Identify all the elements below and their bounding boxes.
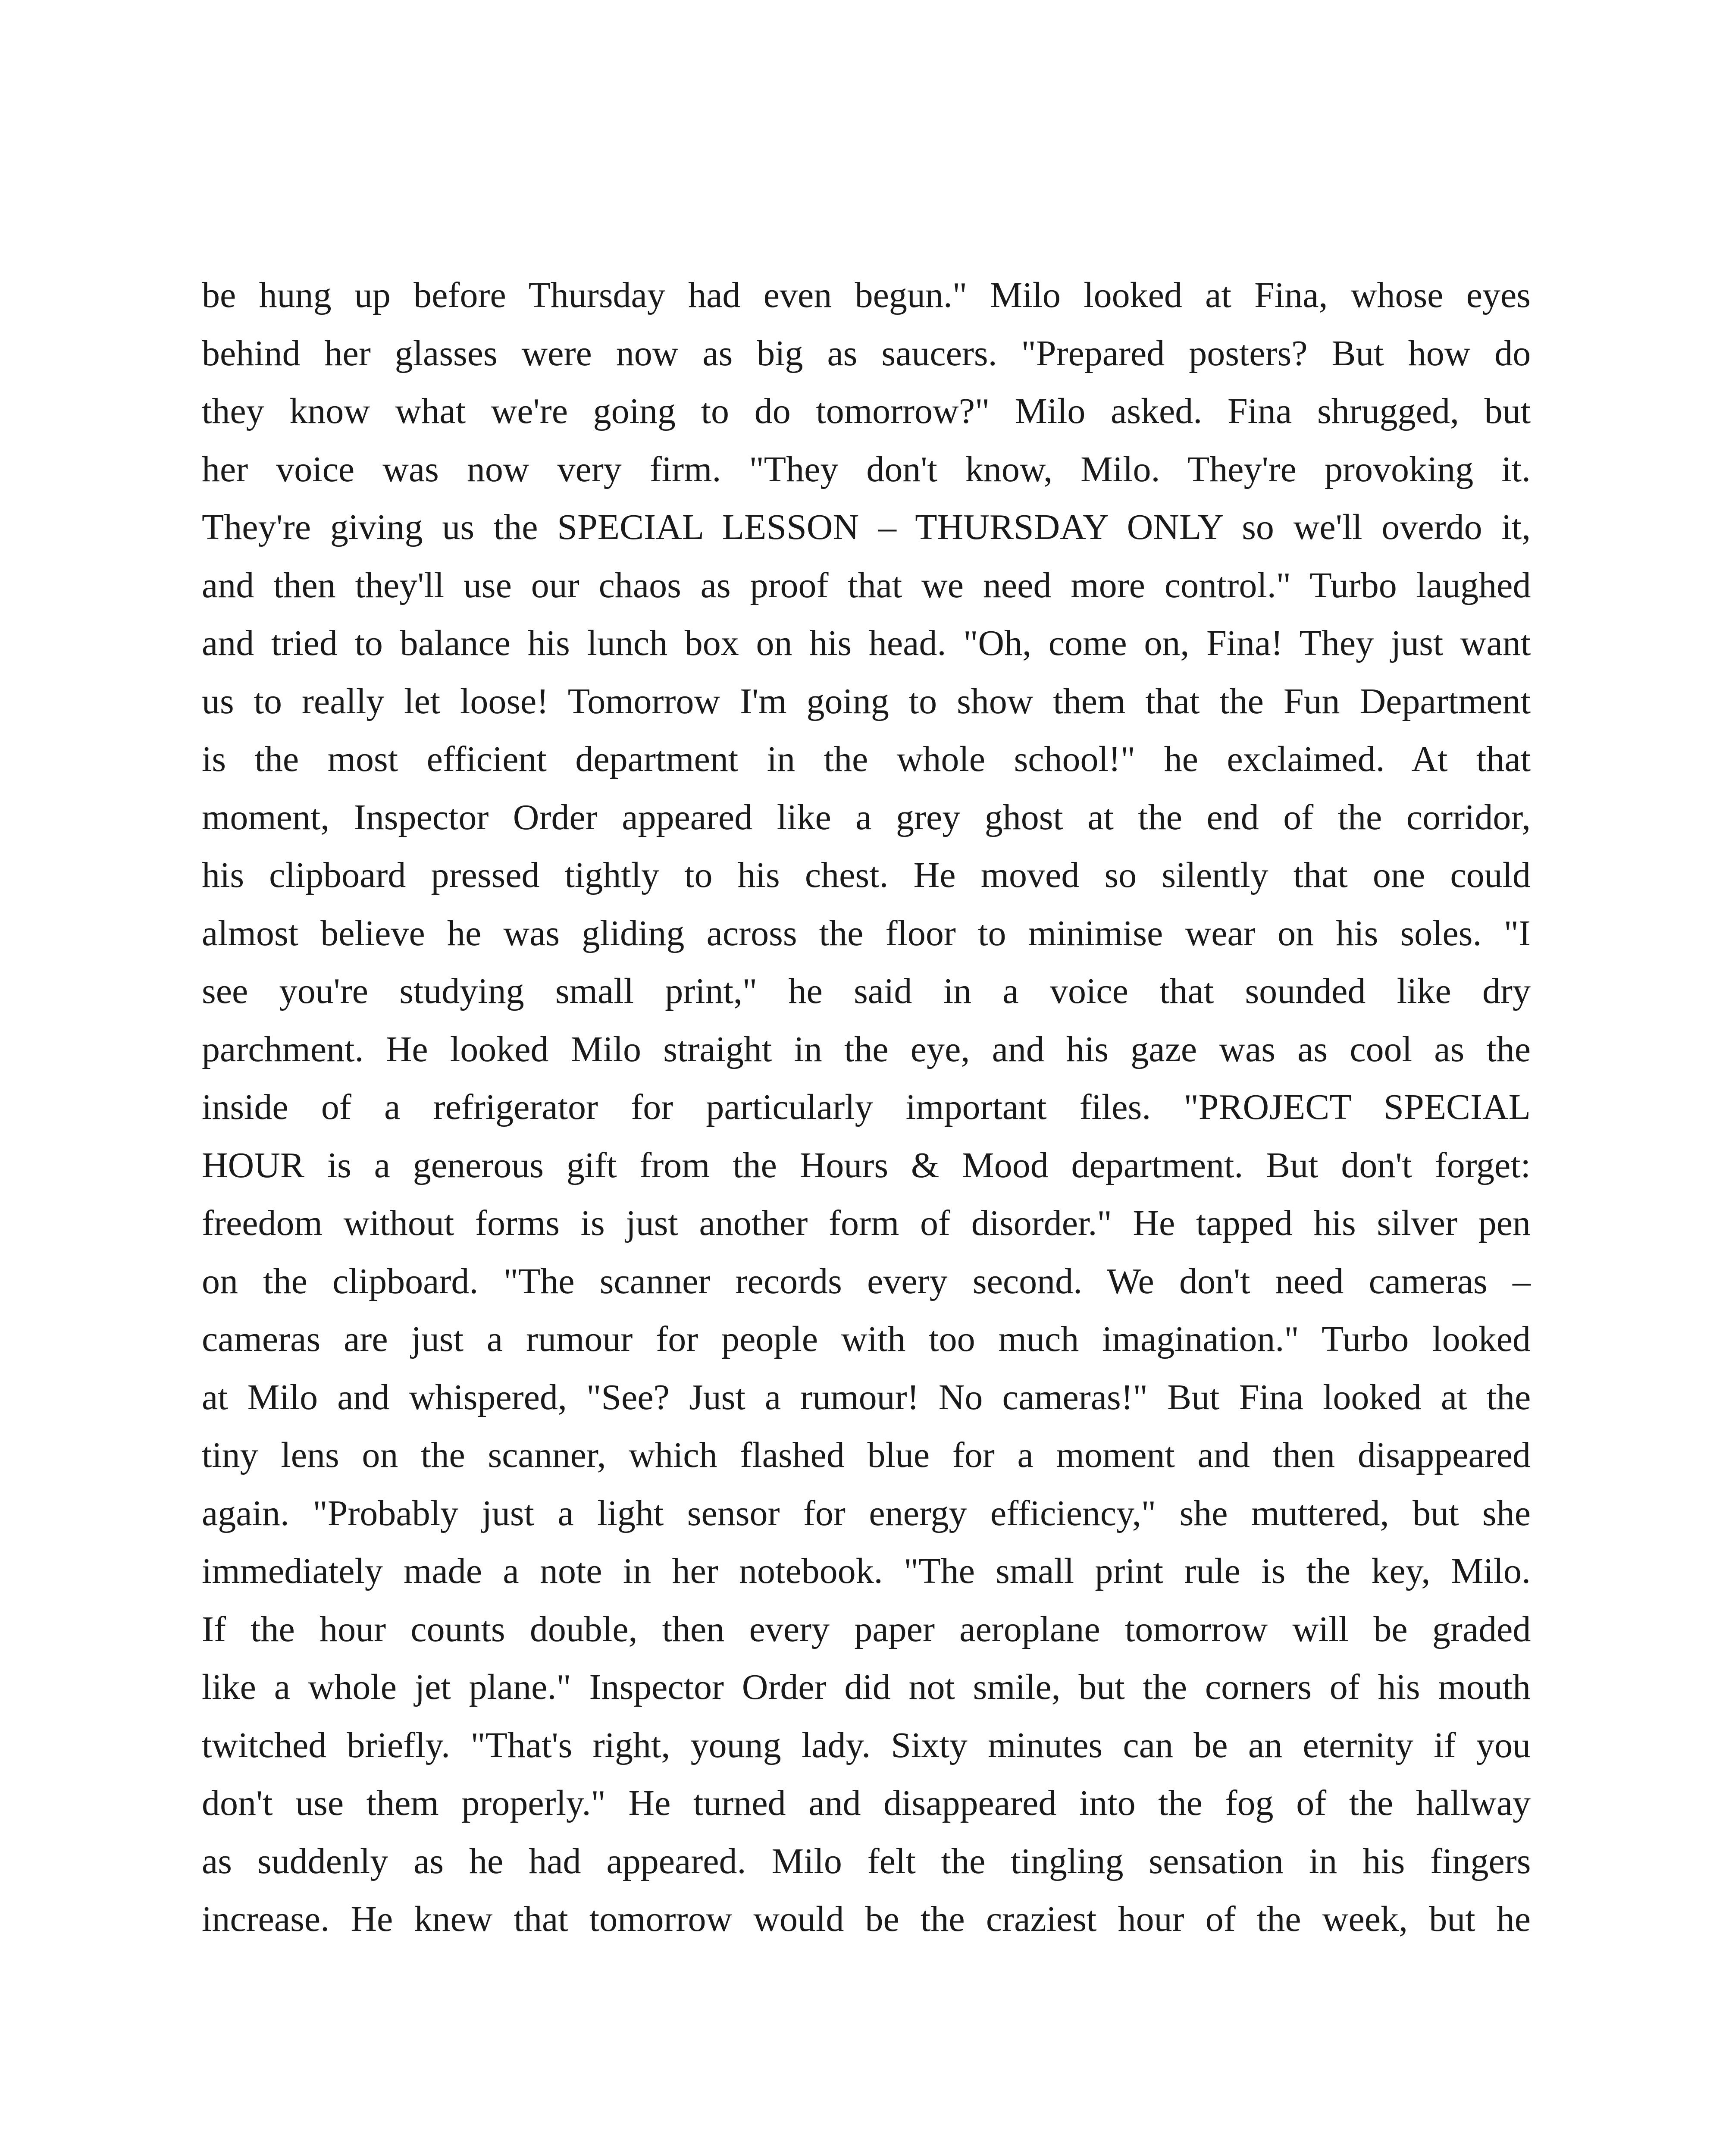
text-line: at Milo and whispered, "See? Just a rumour! No cameras!" But Fina looked at the <box>202 1377 1531 1417</box>
text-line: us to really let loose! Tomorrow I'm going to show them that the Fun Department <box>202 681 1531 721</box>
text-line: see you're studying small print," he said in a voice that sounded like dry <box>202 971 1531 1011</box>
text-line: behind her glasses were now as big as saucers. "Prepared posters? But how do <box>202 333 1531 373</box>
text-line: is the most efficient department in the whole school!" he exclaimed. At that <box>202 739 1531 779</box>
text-line: freedom without forms is just another form of disorder." He tapped his silver pen <box>202 1203 1531 1243</box>
text-line: be hung up before Thursday had even begun." Milo looked at Fina, whose eyes <box>202 275 1531 315</box>
text-line: twitched briefly. "That's right, young lady. Sixty minutes can be an eternity if you <box>202 1725 1531 1765</box>
text-line: tiny lens on the scanner, which flashed blue for a moment and then disappeared <box>202 1435 1531 1475</box>
text-line: and tried to balance his lunch box on his head. "Oh, come on, Fina! They just want <box>202 623 1531 663</box>
body-text <box>202 266 1531 1949</box>
text-line: and then they'll use our chaos as proof that we need more control." Turbo laughed <box>202 565 1531 605</box>
text-line: they know what we're going to do tomorrow?" Milo asked. Fina shrugged, but <box>202 391 1531 431</box>
text-line: parchment. He looked Milo straight in the eye, and his gaze was as cool as the <box>202 1029 1531 1069</box>
text-line: They're giving us the SPECIAL LESSON – THURSDAY ONLY so we'll overdo it, <box>202 507 1531 547</box>
text-line: increase. He knew that tomorrow would be the craziest hour of the week, but he <box>202 1899 1531 1939</box>
text-line: almost believe he was gliding across the floor to minimise wear on his soles. "I <box>202 913 1531 953</box>
text-line: immediately made a note in her notebook. "The small print rule is the key, Milo. <box>202 1551 1531 1591</box>
text-line: HOUR is a generous gift from the Hours & Mood department. But don't forget: <box>202 1145 1531 1185</box>
text-line: again. "Probably just a light sensor for energy efficiency," she muttered, but she <box>202 1493 1531 1533</box>
text-line: on the clipboard. "The scanner records every second. We don't need cameras – <box>202 1261 1531 1301</box>
text-line: don't use them properly." He turned and disappeared into the fog of the hallway <box>202 1783 1531 1823</box>
text-line: his clipboard pressed tightly to his chest. He moved so silently that one could <box>202 855 1531 895</box>
text-line: cameras are just a rumour for people with too much imagination." Turbo looked <box>202 1319 1531 1359</box>
text-line: her voice was now very firm. "They don't know, Milo. They're provoking it. <box>202 449 1531 489</box>
text-line: If the hour counts double, then every paper aeroplane tomorrow will be graded <box>202 1609 1531 1649</box>
text-line: moment, Inspector Order appeared like a grey ghost at the end of the corridor, <box>202 797 1531 837</box>
text-line: inside of a refrigerator for particularly important files. "PROJECT SPECIAL <box>202 1087 1531 1127</box>
text-line: like a whole jet plane." Inspector Order did not smile, but the corners of his mouth <box>202 1667 1531 1707</box>
text-line: as suddenly as he had appeared. Milo felt the tingling sensation in his fingers <box>202 1841 1531 1881</box>
